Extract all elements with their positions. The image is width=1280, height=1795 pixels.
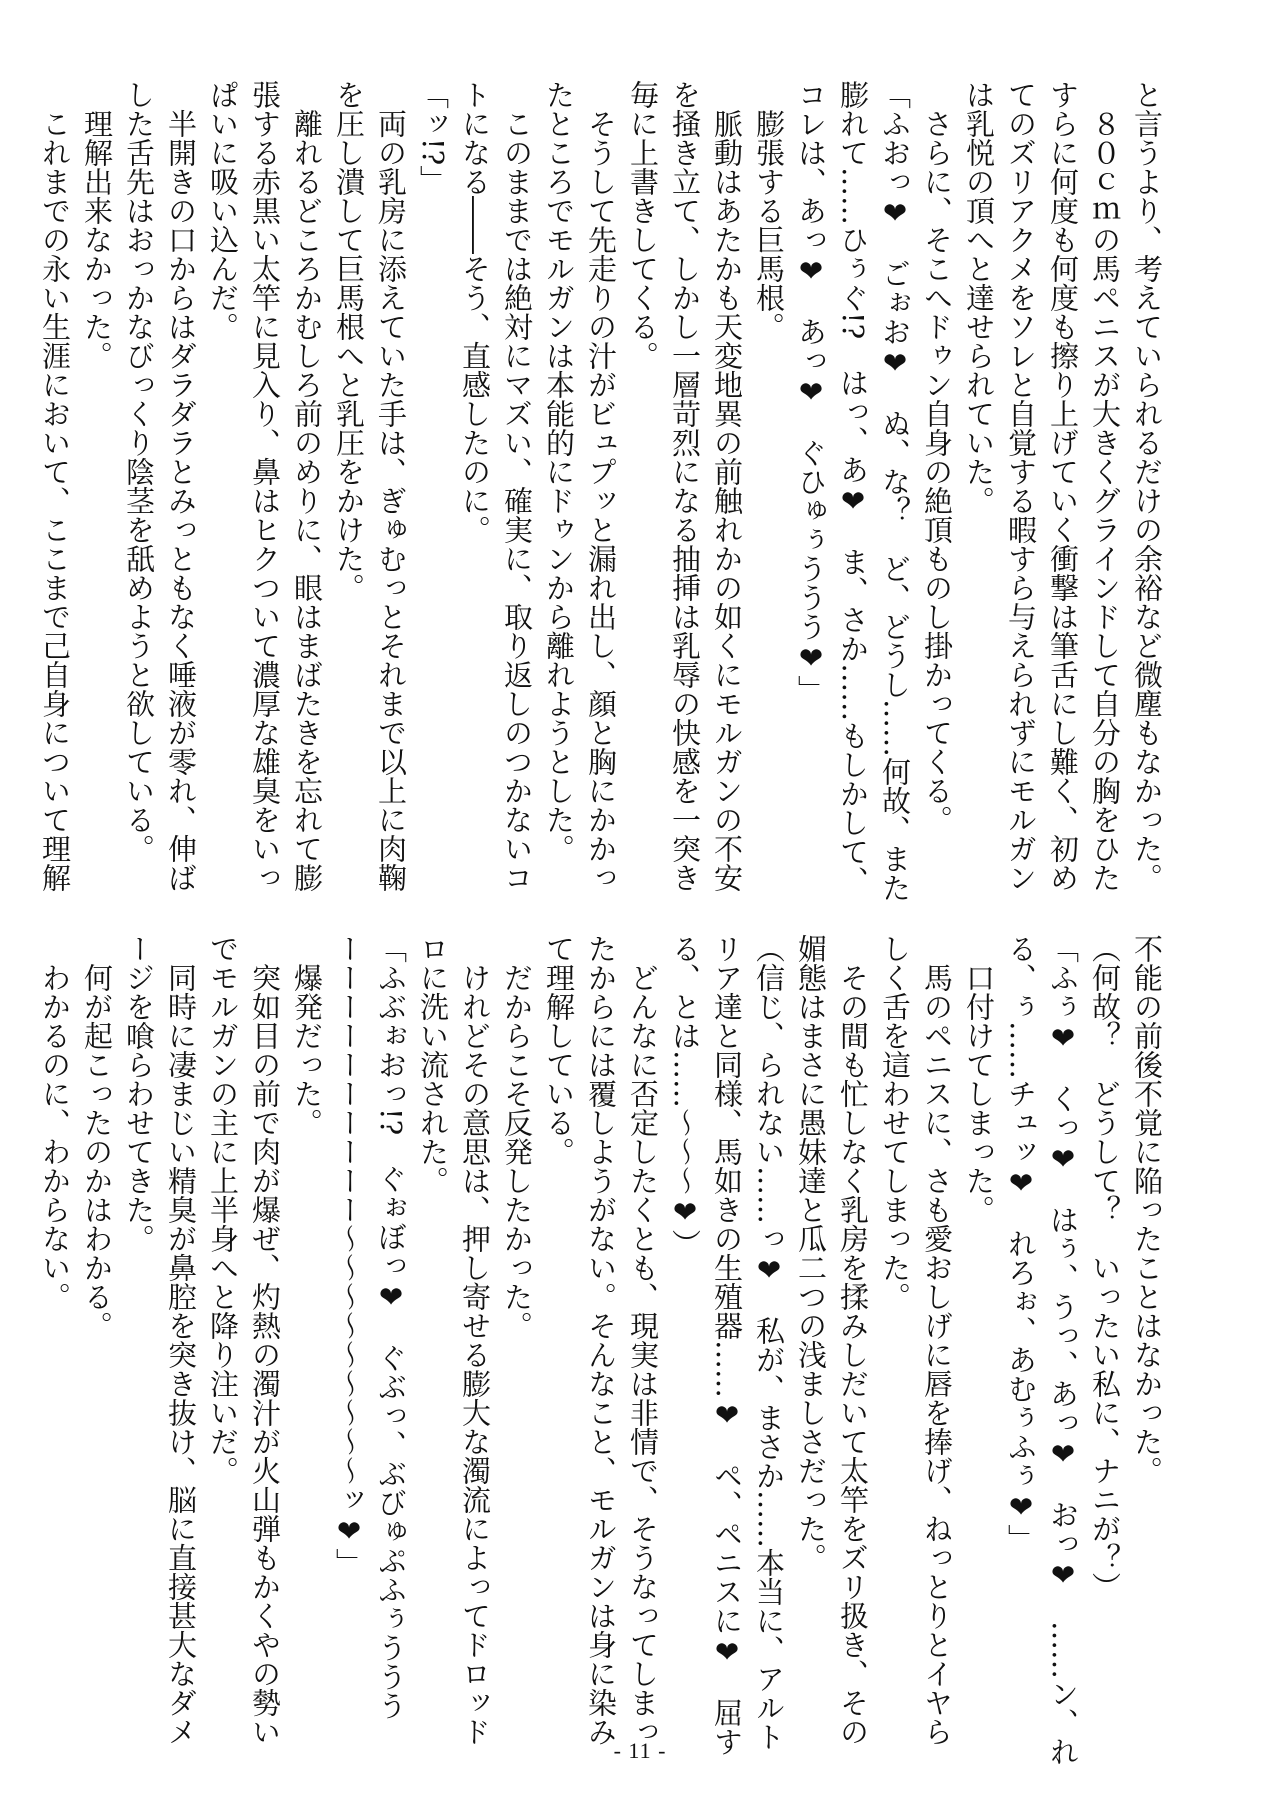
text-line: ８０ｃｍの馬ペニスが大きくグラインドして自分の胸をひた: [1088, 80, 1122, 892]
text-line: （何故？ どうして？ いったい私に、ナニが？）: [1088, 934, 1122, 1601]
text-line: 不能の前後不覚に陥ったことはなかった。: [1130, 934, 1164, 1485]
text-line: これまでの永い生涯において、ここまで己自身について理解: [38, 80, 72, 892]
text-line: 突如目の前で肉が爆ぜ、灼熱の濁汁が火山弾もかくやの勢い: [248, 934, 282, 1746]
text-line: と言うより、考えていられるだけの余裕など微塵もなかった。: [1130, 80, 1164, 892]
text-line: たところでモルガンは本能的にドゥンから離れようとした。: [542, 80, 576, 863]
text-line: 半開きの口からはダラダラとみっともなく唾液が零れ、伸ば: [164, 80, 198, 892]
text-line: 何が起こったのかはわかる。: [80, 934, 114, 1340]
text-line: しく舌を這わせてしまった。: [878, 934, 912, 1311]
text-line: 理解出来なかった。: [80, 80, 114, 370]
text-line: 張する赤黒い太竿に見入り、鼻はヒクついて濃厚な雄臭をいっ: [248, 80, 282, 892]
text-line: 膨張する巨馬根。: [752, 80, 786, 341]
text-line: る、とは……～～～❤）: [668, 934, 702, 1258]
text-line: だからこそ反発したかった。: [500, 934, 534, 1340]
text-line: コレは、あっ❤ あっ❤ ぐひゅぅううう❤」: [794, 80, 828, 704]
text-line: （信じ、られない……っ❤ 私が、まさか……本当に、アルト: [752, 934, 786, 1751]
text-line: 「ふおっ❤ ごぉお❤ ぬ、な？ ど、どうし……何故、また: [878, 80, 912, 902]
text-line: 爆発だった。: [290, 934, 324, 1137]
text-line: を掻き立て、しかし一層苛烈になる抽挿は乳辱の快感を一突き: [668, 80, 702, 892]
text-line: ロに洗い流された。: [416, 934, 450, 1195]
text-line: たからには覆しようがない。そんなこと、モルガンは身に染み: [584, 934, 618, 1746]
text-line: を圧し潰して巨馬根へと乳圧をかけた。: [332, 80, 366, 602]
text-line: 「ッ!?」: [416, 80, 450, 195]
text-line: ぱいに吸い込んだ。: [206, 80, 240, 341]
text-line: ーーーーーーーーーー～～～～～～～～～ッ❤」: [332, 934, 366, 1577]
text-line: てのズリアクメをソレと自覚する暇すら与えられずにモルガン: [1004, 80, 1038, 892]
text-line: は乳悦の頂へと達せられていた。: [962, 80, 996, 515]
text-line: このままでは絶対にマズい、確実に、取り返しのつかないコ: [500, 80, 534, 892]
text-line: でモルガンの主に上半身へと降り注いだ。: [206, 934, 240, 1485]
text-line: 両の乳房に添えていた手は、ぎゅむっとそれまで以上に肉鞠: [374, 80, 408, 892]
text-line: 「ふぅ❤ くっ❤ はぅ、うっ、あっ❤ おっ❤ ……ン、れ: [1046, 934, 1080, 1766]
text-line: 口付けてしまった。: [962, 934, 996, 1224]
text-line: そうして先走りの汁がビュプッと漏れ出し、顔と胸にかかっ: [584, 80, 618, 892]
text-line: 媚態はまさに愚妹達と瓜二つの浅ましさだった。: [794, 934, 828, 1572]
text-line: わかるのに、わからない。: [38, 934, 72, 1311]
text-line: 馬のペニスに、さも愛おしげに唇を捧げ、ねっとりとイヤら: [920, 934, 954, 1746]
text-line: 毎に上書きしてくる。: [626, 80, 660, 370]
page-number: - 11 -: [613, 1738, 667, 1763]
text-line: 同時に凄まじい精臭が鼻腔を突き抜け、脳に直接甚大なダメ: [164, 934, 198, 1746]
text-line: その間も忙しなく乳房を揉みしだいて太竿をズリ扱き、その: [836, 934, 870, 1746]
text-line: 離れるどころかむしろ前のめりに、眼はまばたきを忘れて膨: [290, 80, 324, 892]
text-line: 「ふぶぉおっ!? ぐぉぼっ❤ ぐぶっ、ぶびゅぷふぅううう: [374, 934, 408, 1721]
text-line: さらに、そこへドゥン自身の絶頂ものし掛かってくる。: [920, 80, 954, 834]
text-line: どんなに否定したくとも、現実は非情で、そうなってしまっ: [626, 934, 660, 1746]
text-line: 脈動はあたかも天変地異の前触れかの如くにモルガンの不安: [710, 80, 744, 892]
text-line: 膨れて……ひぅぐ!? はっ、あ❤ ま、さか……もしかして、: [836, 80, 870, 896]
text-line: ージを喰らわせてきた。: [122, 934, 156, 1253]
text-line: リア達と同様、馬如きの生殖器……❤ ペ、ペニスに❤ 屈す: [710, 934, 744, 1756]
text-line: けれどその意思は、押し寄せる膨大な濁流によってドロッド: [458, 934, 492, 1746]
text-line: すらに何度も何度も擦り上げていく衝撃は筆舌にし難く、初め: [1046, 80, 1080, 892]
text-line: した舌先はおっかなびっくり陰茎を舐めようと欲している。: [122, 80, 156, 863]
text-block-top: [34, 80, 1168, 902]
text-line: て理解している。: [542, 934, 576, 1166]
text-line: トになる――そう、直感したのに。: [458, 80, 492, 544]
text-line: る、ぅ……チュッ❤ れろぉ、あむぅふぅ❤」: [1004, 934, 1038, 1553]
